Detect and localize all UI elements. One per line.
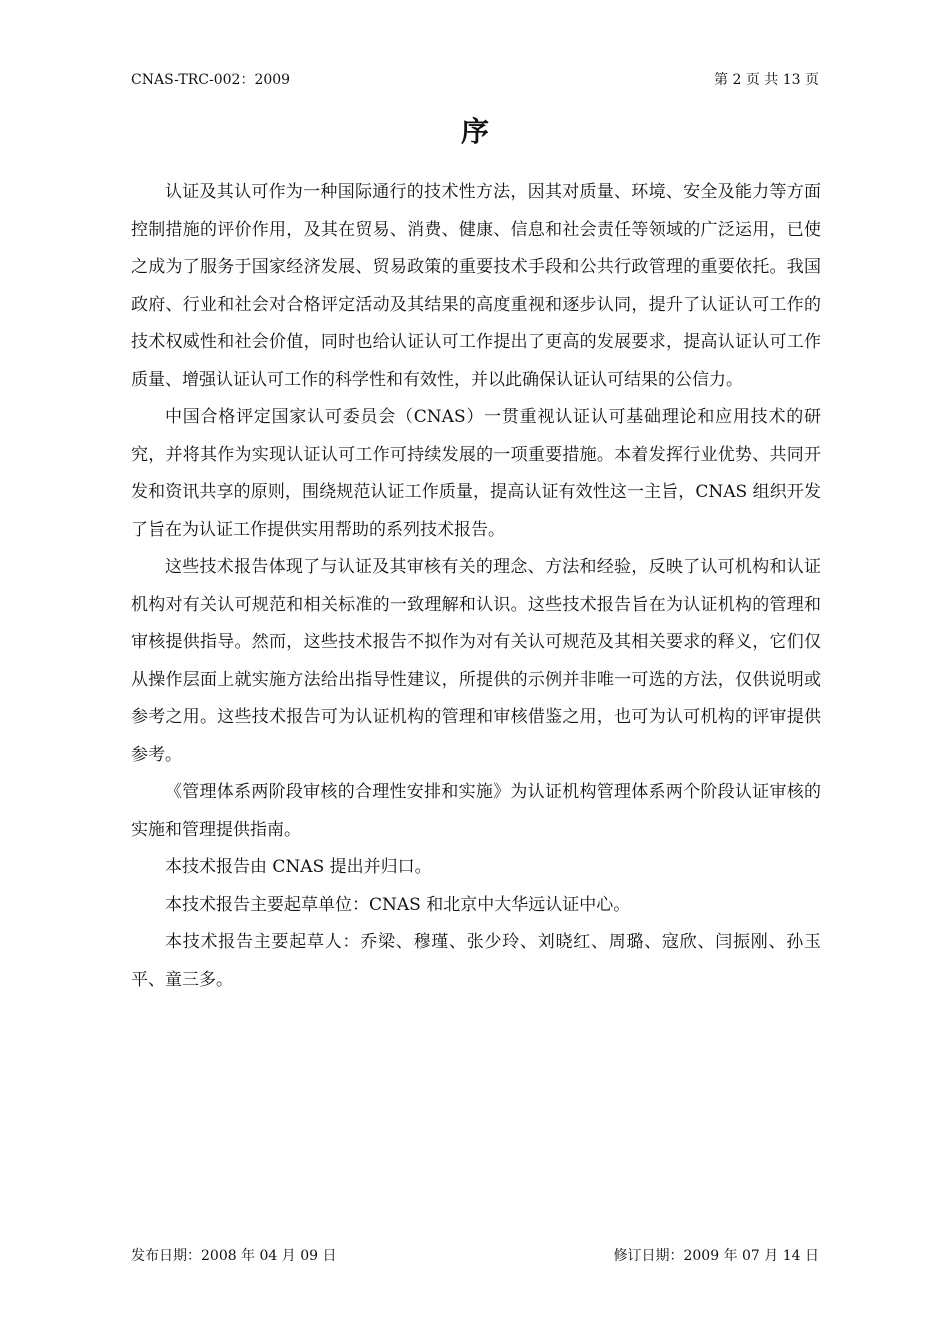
revision-date: 修订日期：2009 年 07 月 14 日 [613, 1248, 819, 1264]
document-code: CNAS-TRC-002：2009 [131, 72, 291, 88]
paragraph-drafters: 本技术报告主要起草人：乔梁、穆瑾、张少玲、刘晓红、周璐、寇欣、闫振刚、孙玉平、童三多。 [131, 932, 821, 990]
page-header [131, 70, 819, 90]
paragraph-cnas: 中国合格评定国家认可委员会（CNAS）一贯重视认证认可基础理论和应用技术的研究，并将其作为实现认证认可工作可持续发展的一项重要措施。本着发挥行业优势、共同开发和资讯共享的原则，围绕规范认证工作质量，提高认证有效性这一主旨，CNAS 组织开发了旨在为认证工作提供实用帮助的系列技术报告。 [131, 407, 821, 540]
preface-body [131, 174, 821, 999]
page-number: 第 2 页 共 13 页 [714, 72, 819, 88]
paragraph-proposer: 本技术报告由 CNAS 提出并归口。 [165, 857, 432, 877]
page-title: 序 [460, 115, 489, 148]
paragraph-reports: 这些技术报告体现了与认证及其审核有关的理念、方法和经验，反映了认可机构和认证机构对有关认可规范和相关标准的一致理解和认识。这些技术报告旨在为认证机构的管理和审核提供指导。然而，这些技术报告不拟作为对有关认可规范及其相关要求的释义，它们仅从操作层面上就实施方法给出指导性建议，所提供的示例并非唯一可选的方法，仅供说明或参考之用。这些技术报告可为认证机构的管理和审核借鉴之用，也可为认可机构的评审提供参考。 [131, 557, 821, 765]
paragraph-drafting-units: 本技术报告主要起草单位：CNAS 和北京中大华远认证中心。 [165, 894, 631, 915]
publish-date: 发布日期：2008 年 04 月 09 日 [131, 1248, 337, 1264]
page-footer [131, 1246, 819, 1266]
paragraph-intro: 认证及其认可作为一种国际通行的技术性方法，因其对质量、环境、安全及能力等方面控制措施的评价作用，及其在贸易、消费、健康、信息和社会责任等领域的广泛运用，已使之成为了服务于国家经济发展、贸易政策的重要技术手段和公共行政管理的重要依托。我国政府、行业和社会对合格评定活动及其结果的高度重视和逐步认同，提升了认证认可工作的技术权威性和社会价值，同时也给认证认可工作提出了更高的发展要求，提高认证认可工作质量、增强认证认可工作的科学性和有效性，并以此确保认证认可结果的公信力。 [131, 182, 821, 390]
paragraph-guide: 《管理体系两阶段审核的合理性安排和实施》为认证机构管理体系两个阶段认证审核的实施和管理提供指南。 [131, 782, 821, 840]
